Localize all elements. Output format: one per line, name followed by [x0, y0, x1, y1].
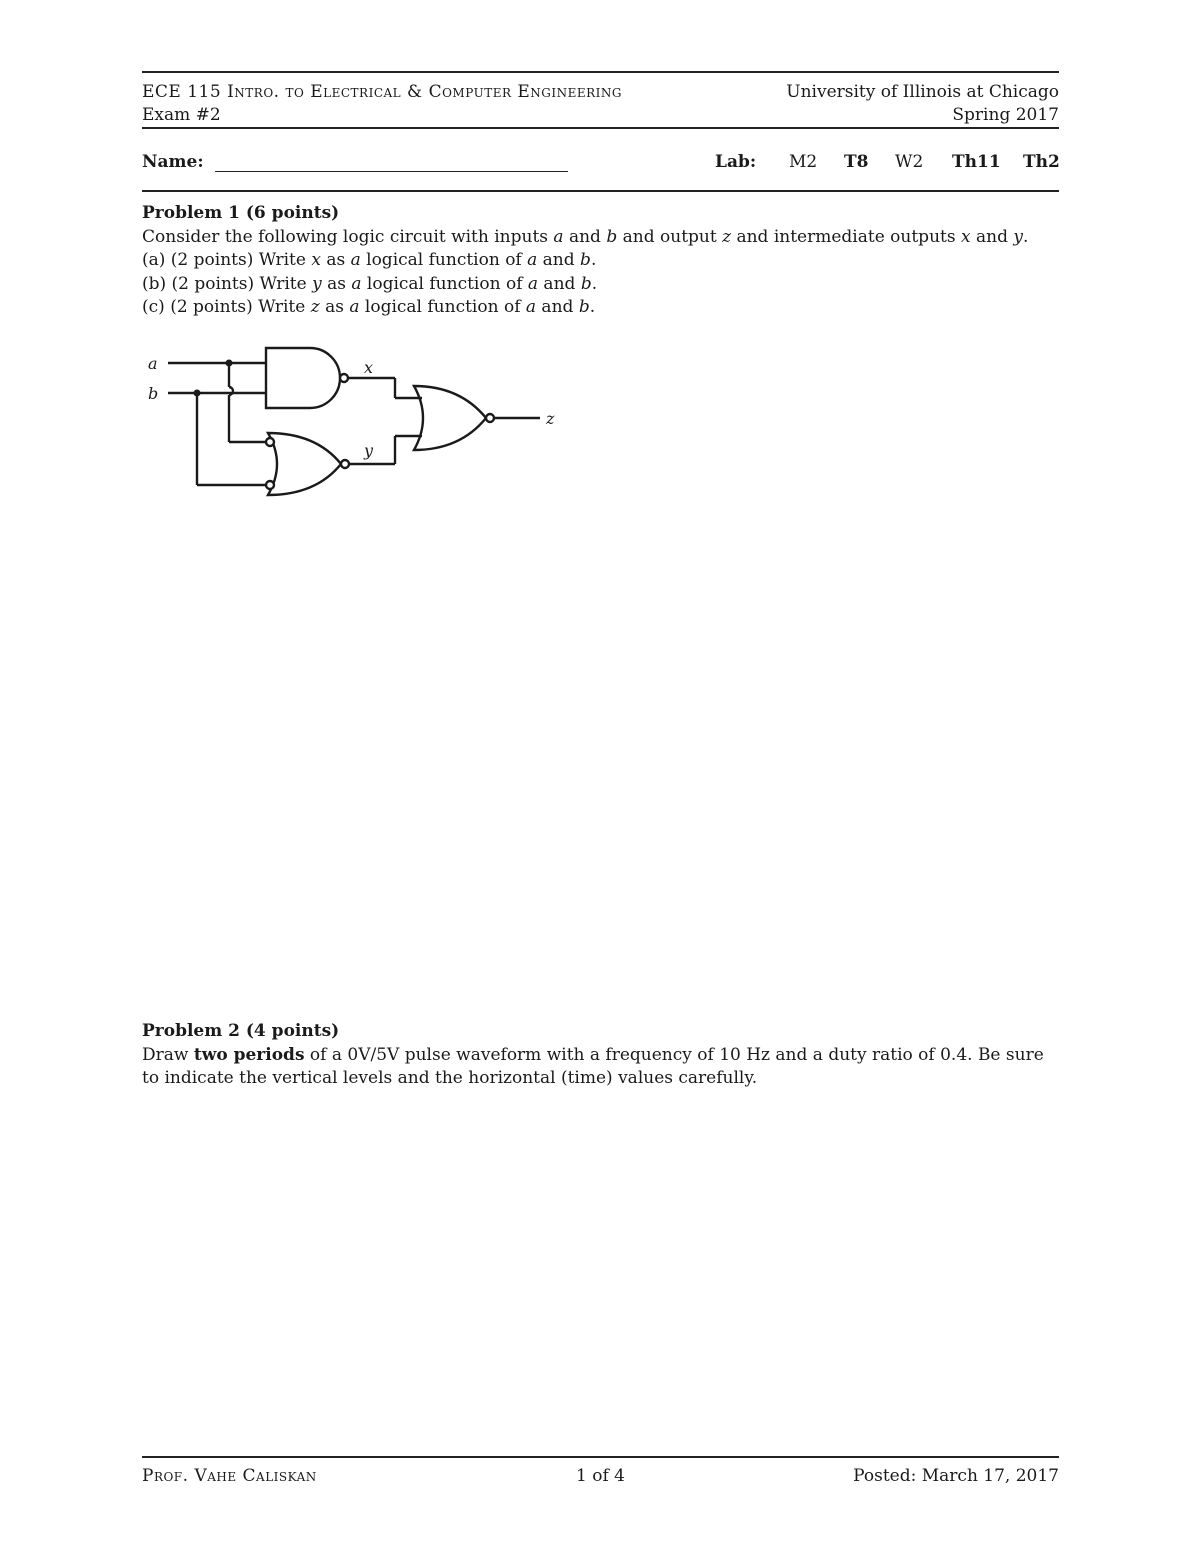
- output-nor-gate-body: [414, 386, 486, 450]
- lab-section-th11: Th11: [952, 152, 1001, 172]
- label-x: x: [364, 358, 374, 377]
- label-input-a: a: [148, 354, 158, 373]
- header-top-rule: [142, 71, 1059, 73]
- course-title: ECE 115 Intro. to Electrical & Computer Engineering: [142, 82, 623, 102]
- problem-1-title: Problem 1 (6 points): [142, 203, 340, 223]
- problem-2-text-pre: Draw: [142, 1044, 194, 1065]
- problem-2-text: [142, 1044, 1059, 1091]
- footer-author: Prof. Vahe Caliskan: [142, 1466, 317, 1486]
- problem-2-text-post: of a 0V/5V pulse waveform with a frequency of 10 Hz and a duty ratio of 0.4. Be sure to indicate the vertical levels and the horizontal (time) values carefully.: [142, 1044, 1044, 1088]
- problem-1-part-c: (c) (2 points) Write z as a logical function of a and b.: [142, 297, 596, 317]
- footer-posted-date: Posted: March 17, 2017: [853, 1466, 1059, 1486]
- label-y: y: [364, 441, 374, 460]
- lab-section-t8: T8: [844, 152, 869, 172]
- junction-a: [226, 360, 233, 367]
- output-nor-bubble: [486, 414, 494, 422]
- problem-2-title: Problem 2 (4 points): [142, 1021, 340, 1041]
- problem-1-intro: Consider the following logic circuit with inputs a and b and output z and intermediate outputs x and y.: [142, 226, 1029, 247]
- nor-input-bubble-b: [266, 481, 274, 489]
- logic-circuit-diagram: [142, 338, 572, 508]
- problem-1: [142, 202, 1059, 320]
- problem-2-text-bold: two periods: [193, 1044, 305, 1065]
- nor-input-bubble-a: [266, 438, 274, 446]
- exam-term: Spring 2017: [952, 105, 1059, 125]
- footer-page-number: 1 of 4: [576, 1466, 625, 1486]
- name-label: Name:: [142, 152, 204, 172]
- lab-section-th2: Th2: [1023, 152, 1060, 172]
- header-bottom-rule: [142, 127, 1059, 129]
- label-output-z: z: [546, 409, 555, 428]
- exam-number: Exam #2: [142, 105, 221, 125]
- nand-gate-body: [266, 348, 340, 408]
- name-blank-line: [215, 171, 568, 172]
- problem-1-part-a: (a) (2 points) Write x as a logical function of a and b.: [142, 250, 597, 270]
- nor-gate-body: [268, 433, 341, 495]
- nor-output-bubble: [341, 460, 349, 468]
- lab-section-w2: W2: [895, 152, 924, 172]
- label-input-b: b: [148, 384, 159, 403]
- name-row: [142, 152, 1059, 178]
- name-row-rule: [142, 190, 1059, 192]
- nand-output-bubble: [340, 374, 348, 382]
- footer-rule: [142, 1456, 1059, 1458]
- junction-b: [194, 390, 201, 397]
- lab-section-m2: M2: [789, 152, 818, 172]
- problem-2: [142, 1020, 1059, 1091]
- university-name: University of Illinois at Chicago: [786, 82, 1059, 102]
- lab-label: Lab:: [715, 152, 757, 172]
- problem-1-part-b: (b) (2 points) Write y as a logical function of a and b.: [142, 273, 598, 294]
